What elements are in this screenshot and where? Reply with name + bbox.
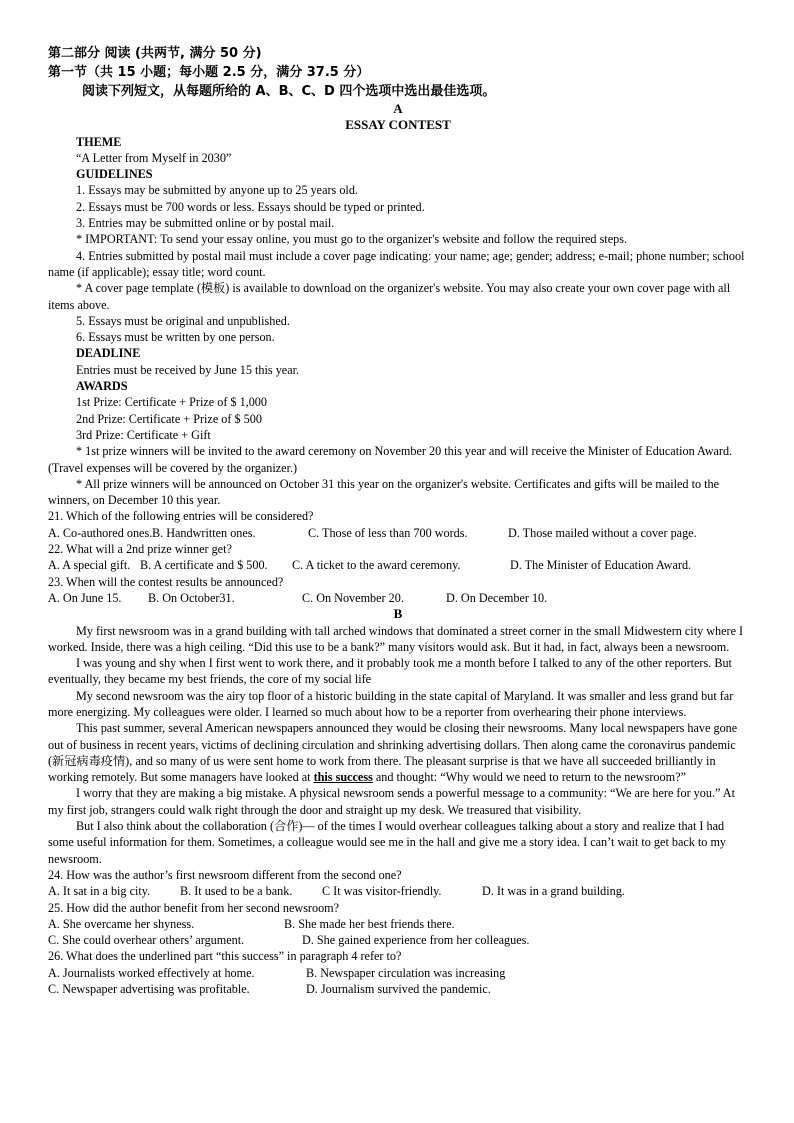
passage-a-title: ESSAY CONTEST: [345, 117, 451, 133]
option-b[interactable]: B. She made her best friends there.: [284, 916, 455, 931]
guideline-2: 2. Essays must be 700 words or less. Essays should be typed or printed.: [76, 199, 425, 214]
passage-b-paragraph-2: I was young and shy when I first went to work there, and it probably took me a month before I talked to any of the other reporters. But eventually, they became my best friends, the core of my social life: [48, 656, 732, 687]
option-a[interactable]: A. A special gift.: [48, 558, 131, 573]
guideline-6: 6. Essays must be written by one person.: [76, 330, 275, 345]
prize-3: 3rd Prize: Certificate + Gift: [76, 427, 211, 442]
exam-page: [48, 44, 748, 997]
paragraph-4-start: This past summer, several American newspapers announced they would be closing their newsrooms. Many local newspapers have gone out of business in recent years, victims of declining circulation and shrinking advertising dollars. Then along came the coronavirus pandemic (新冠病毒疫情), and so many of us were sent home to work from there. The pleasant surprise is that we have all succeeded brilliantly in working remotely. But some managers have looked at: [48, 721, 738, 785]
option-d[interactable]: D. It was in a grand building.: [482, 884, 625, 899]
question-stem: 23. When will the contest results be announced?: [48, 574, 284, 589]
option-b[interactable]: B. Handwritten ones.: [152, 525, 256, 540]
question-stem: 24. How was the author’s first newsroom different from the second one?: [48, 867, 402, 882]
option-d[interactable]: D. She gained experience from her colleagues.: [302, 933, 530, 948]
passage-b-label: B: [393, 606, 403, 622]
option-c[interactable]: C It was visitor-friendly.: [322, 884, 442, 899]
option-b[interactable]: B. On October31.: [148, 590, 235, 605]
instruction: 阅读下列短文，从每题所给的 A、B、C、D 四个选项中选出最佳选项。: [82, 84, 496, 99]
question-options: [48, 965, 748, 981]
option-c[interactable]: C. Newspaper advertising was profitable.: [48, 982, 250, 997]
option-a[interactable]: A. She overcame her shyness.: [48, 916, 195, 931]
question-options: [48, 590, 748, 606]
underlined-this-success: this success: [313, 770, 373, 785]
awards-note-1: * 1st prize winners will be invited to the award ceremony on November 20 this year and will receive the Minister of Education Award. (Travel expenses will be covered by the organizer.): [48, 444, 733, 475]
option-a[interactable]: A. Journalists worked effectively at home.: [48, 965, 255, 980]
question-24: [48, 867, 748, 900]
guideline-1: 1. Essays may be submitted by anyone up to 25 years old.: [76, 183, 358, 198]
passage-b-paragraph-3: My second newsroom was the airy top floor of a historic building in the state capital of Maryland. It was smaller and less grand but far more energizing. My colleagues were older. I learned so much about how to be a reporter from overhearing their phone interviews.: [48, 688, 734, 719]
theme-heading: THEME: [76, 134, 122, 149]
option-d[interactable]: D. The Minister of Education Award.: [510, 558, 692, 573]
guideline-4: 4. Entries submitted by postal mail must include a cover page indicating: your name; age; gender; address; e-mail; phone number; school name (if applicable); essay title; word count.: [48, 248, 745, 279]
section-heading: 第一节（共 15 小题；每小题 2.5 分，满分 37.5 分）: [48, 65, 370, 80]
prize-1: 1st Prize: Certificate + Prize of $ 1,000: [76, 395, 267, 410]
question-21: [48, 508, 748, 541]
option-c[interactable]: C. She could overhear others’ argument.: [48, 933, 245, 948]
question-22: [48, 541, 748, 574]
prize-2: 2nd Prize: Certificate + Prize of $ 500: [76, 411, 262, 426]
question-options: [48, 883, 748, 899]
question-options: [48, 557, 748, 573]
theme-text: “A Letter from Myself in 2030”: [76, 150, 232, 165]
question-26: [48, 948, 748, 997]
awards-note-2: * All prize winners will be announced on October 31 this year on the organizer's website. Certificates and gifts will be mailed to the winners, on December 10 this year.: [48, 476, 719, 508]
question-stem: 21. Which of the following entries will be considered?: [48, 509, 314, 524]
question-options: [48, 932, 748, 948]
passage-b-paragraph-5: I worry that they are making a big mistake. A physical newsroom sends a powerful message to a community: “We are here for you.” At my first job, strangers could walk right through the door and straight up my desk. We treasured that visibility.: [48, 786, 735, 817]
guideline-3-note: * IMPORTANT: To send your essay online, you must go to the organizer's website and follow the required steps.: [76, 232, 627, 247]
question-options: [48, 981, 748, 997]
option-a[interactable]: A. Co-authored ones.: [48, 525, 153, 540]
option-c[interactable]: C. On November 20.: [302, 590, 404, 605]
option-d[interactable]: D. On December 10.: [446, 590, 548, 605]
question-options: [48, 525, 748, 541]
guideline-5: 5. Essays must be original and unpublished.: [76, 313, 290, 328]
passage-b-paragraph-1: My first newsroom was in a grand building with tall arched windows that dominated a street corner in the small Midwestern city where I worked. Inside, there was a high ceiling. “Did this use to be a bank?” many visitors would ask. But it had, in fact, always been a newsroom.: [48, 623, 744, 654]
option-a[interactable]: A. On June 15.: [48, 590, 122, 605]
option-a[interactable]: A. It sat in a big city.: [48, 884, 151, 899]
question-25: [48, 900, 748, 949]
option-b[interactable]: B. It used to be a bank.: [180, 884, 293, 899]
question-23: [48, 574, 748, 607]
option-c[interactable]: C. A ticket to the award ceremony.: [292, 558, 461, 573]
option-b[interactable]: B. Newspaper circulation was increasing: [306, 965, 506, 980]
question-stem: 26. What does the underlined part “this success” in paragraph 4 refer to?: [48, 949, 402, 964]
deadline-heading: DEADLINE: [76, 346, 141, 361]
passage-b-paragraph-4: [48, 720, 748, 785]
question-options: [48, 916, 748, 932]
guideline-3: 3. Entries may be submitted online or by postal mail.: [76, 216, 335, 231]
deadline-text: Entries must be received by June 15 this year.: [76, 362, 300, 377]
passage-b-paragraph-6: But I also think about the collaboration (合作)— of the times I would overhear colleagues talking about a story and realize that I had some useful information for them. Sometimes, a colleague would see me in the hall and give me a story idea. I can’t wait to get back to my newsroom.: [48, 819, 727, 866]
option-d[interactable]: D. Those mailed without a cover page.: [508, 525, 697, 540]
option-c[interactable]: C. Those of less than 700 words.: [308, 525, 468, 540]
option-b[interactable]: B. A certificate and $ 500.: [140, 558, 268, 573]
question-stem: 22. What will a 2nd prize winner get?: [48, 542, 232, 557]
part-heading: 第二部分 阅读 (共两节, 满分 50 分): [48, 46, 262, 61]
question-stem: 25. How did the author benefit from her second newsroom?: [48, 900, 340, 915]
awards-heading: AWARDS: [76, 379, 128, 394]
guidelines-heading: GUIDELINES: [76, 167, 153, 182]
paragraph-4-end: and thought: “Why would we need to return to the newsroom?”: [372, 770, 686, 785]
passage-a-label: A: [393, 101, 403, 116]
guideline-4-note: * A cover page template (模板) is available to download on the organizer's website. You may also create your own cover page with all items above.: [48, 281, 731, 312]
option-d[interactable]: D. Journalism survived the pandemic.: [306, 982, 491, 997]
